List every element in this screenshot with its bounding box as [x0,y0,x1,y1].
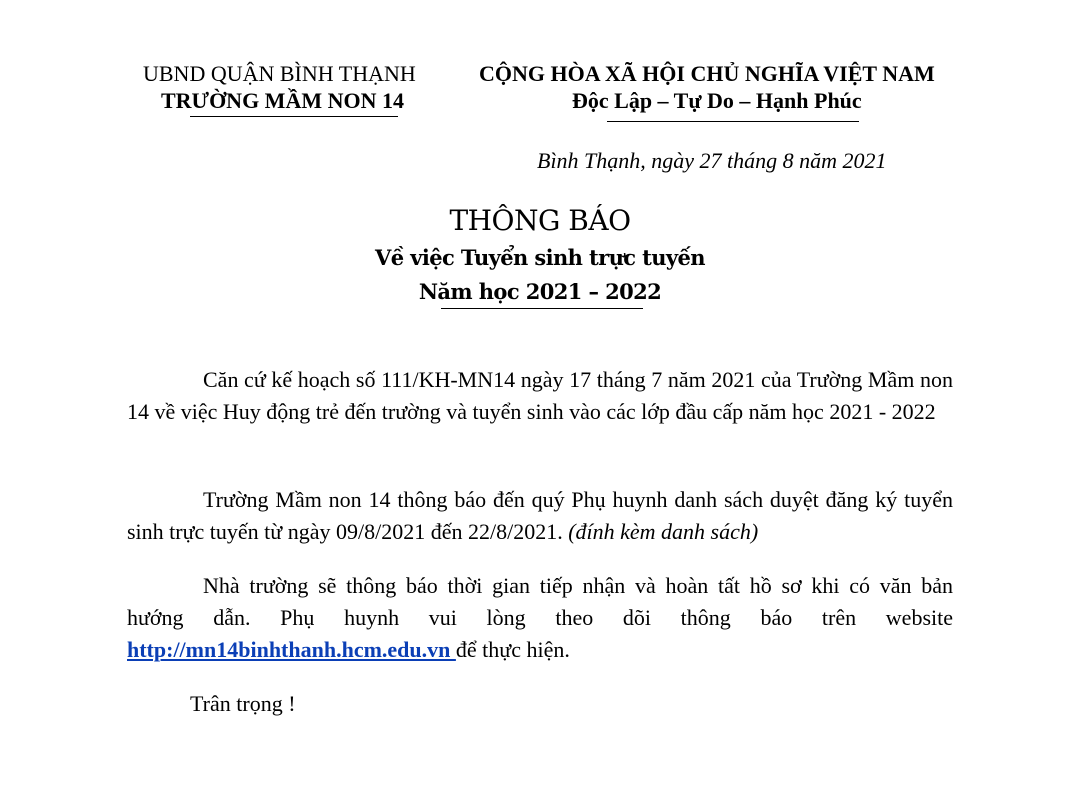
paragraph-instructions-text1: Nhà trường sẽ thông báo thời gian tiếp nhận và hoàn tất hồ sơ khi có văn bản [203,573,953,598]
closing-remark: Trân trọng ! [190,691,296,716]
paragraph-instructions-line3 [127,634,953,666]
school-year: Năm học 2021 – 2022 [418,279,662,304]
national-title: CỘNG HÒA XÃ HỘI CHỦ NGHĨA VIỆT NAM [479,61,935,86]
date-line: Bình Thạnh, ngày 27 tháng 8 năm 2021 [537,148,887,173]
issuer-underline [190,116,398,117]
paragraph-basis-text: Căn cứ kế hoạch số 111/KH-MN14 ngày 17 tháng 7 năm 2021 của Trường Mầm non 14 về việc Huy động trẻ đến trường và tuyển sinh vào các lớp đầu cấp năm học 2021 - 2022 [127,367,953,424]
document-subject: Về việc Tuyển sinh trực tuyến [375,245,705,270]
school-website-link[interactable]: http://mn14binhthanh.hcm.edu.vn [127,637,456,662]
issuer-district: UBND QUẬN BÌNH THẠNH [143,61,416,86]
paragraph-instructions-line1 [127,570,953,602]
title-underline [441,308,643,309]
paragraph-instructions-line2 [127,602,953,634]
issuer-school: TRƯỜNG MẦM NON 14 [161,88,404,113]
motto-underline [607,121,859,122]
paragraph-announcement [127,484,953,548]
paragraph-instructions-text2: hướng dẫn. Phụ huynh vui lòng theo dõi thông báo trên website [127,605,953,630]
document-title: THÔNG BÁO [449,204,631,237]
national-motto: Độc Lập – Tự Do – Hạnh Phúc [572,88,862,113]
paragraph-basis [127,364,953,428]
paragraph-announcement-text: Trường Mầm non 14 thông báo đến quý Phụ huynh danh sách duyệt đăng ký tuyển sinh trực tuyến từ ngày 09/8/2021 đến 22/8/2021. [127,487,953,544]
attachment-note: (đính kèm danh sách) [568,519,759,544]
paragraph-instructions-text3: để thực hiện. [455,637,570,662]
